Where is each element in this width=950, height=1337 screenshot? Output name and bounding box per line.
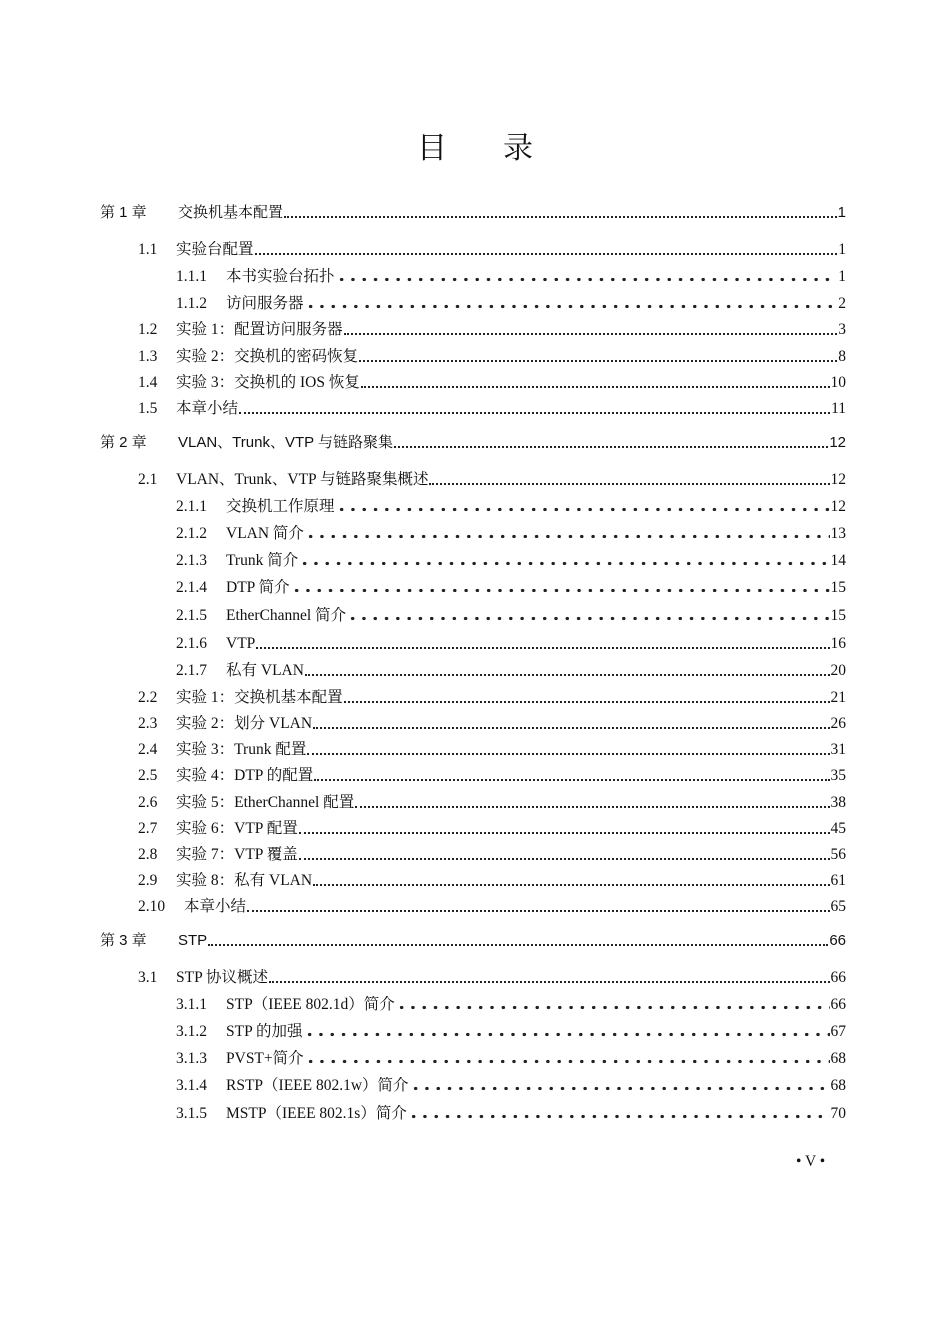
toc-entry-title: 实验 1：交换机基本配置 (176, 689, 343, 706)
toc-entry-title: 私有 VLAN (226, 662, 304, 679)
toc-leader (396, 1005, 830, 1010)
toc-entry-number: 3.1.4 (176, 1077, 207, 1094)
toc-entry-number: 2.5 (138, 767, 158, 784)
toc-entry-title: 本书实验台拓扑 (226, 268, 335, 285)
toc-page-number: 45 (830, 820, 846, 837)
toc-entry-number: 1.4 (138, 374, 158, 391)
toc-entry-number: 2.1.5 (176, 607, 207, 624)
toc-page-number: 66 (830, 969, 846, 986)
toc-page-number: 35 (830, 767, 846, 784)
toc-entry-number: 1.2 (138, 321, 158, 338)
toc-subsection-entry[interactable] (176, 634, 846, 654)
toc-leader (336, 507, 830, 512)
toc-leader (247, 908, 829, 912)
toc-section-entry[interactable] (138, 373, 846, 393)
toc-subsection-entry[interactable] (176, 267, 846, 287)
toc-page-number: 31 (830, 741, 846, 758)
toc-entry-number: 2.6 (138, 794, 158, 811)
toc-entry-title: 本章小结 (184, 898, 247, 915)
toc-page-number: 66 (830, 996, 846, 1013)
toc-entry-number: 1.1.1 (176, 268, 207, 285)
toc-entry-title: 实验 3：交换机的 IOS 恢复 (176, 374, 360, 391)
toc-leader (255, 251, 838, 255)
toc-leader (344, 331, 838, 335)
toc-entry-title: DTP 简介 (226, 579, 290, 596)
toc-page-number: 12 (830, 471, 846, 488)
toc-entry-number: 3.1 (138, 969, 158, 986)
toc-page-number: 13 (830, 525, 846, 542)
toc-section-entry[interactable] (138, 897, 846, 917)
toc-entry-title: STP 协议概述 (176, 969, 269, 986)
toc-entry-number: 2.1.4 (176, 579, 207, 596)
toc-entry-title: 实验 2：交换机的密码恢复 (176, 348, 359, 365)
toc-page-number: 1 (837, 204, 846, 221)
toc-entry-number: 3.1.1 (176, 996, 207, 1013)
toc-page-number: 68 (830, 1077, 846, 1094)
toc-leader (408, 1114, 830, 1119)
toc-entry-title: PVST+简介 (226, 1050, 304, 1067)
toc-entry-number: 2.9 (138, 872, 158, 889)
toc-entry-number: 2.1.2 (176, 525, 207, 542)
toc-leader (394, 444, 828, 448)
toc-entry-number: 1.1.2 (176, 295, 207, 312)
toc-section-entry[interactable] (138, 819, 846, 839)
toc-subsection-entry[interactable] (176, 578, 846, 598)
toc-section-entry[interactable] (138, 871, 846, 891)
toc-leader (429, 481, 829, 485)
toc-section-entry[interactable] (138, 240, 846, 260)
toc-subsection-entry[interactable] (176, 1049, 846, 1069)
toc-entry-number: 2.4 (138, 741, 158, 758)
toc-leader (355, 804, 829, 808)
toc-entry-number: 3.1.5 (176, 1105, 207, 1122)
toc-entry-title: 实验 2：划分 VLAN (176, 715, 313, 732)
toc-entry-number: 2.10 (138, 898, 166, 915)
toc-subsection-entry[interactable] (176, 661, 846, 681)
toc-page-number: 10 (830, 374, 846, 391)
toc-leader (313, 882, 829, 886)
toc-entry-number: 第 2 章 (100, 434, 147, 451)
toc-leader (359, 358, 837, 362)
toc-page-number: 14 (830, 552, 846, 569)
toc-entry-title: STP（IEEE 802.1d）简介 (226, 996, 395, 1013)
toc-subsection-entry[interactable] (176, 1076, 846, 1096)
toc-entry-number: 3.1.2 (176, 1023, 207, 1040)
toc-chapter-entry[interactable] (100, 931, 846, 951)
toc-entry-number: 2.3 (138, 715, 158, 732)
toc-entry-title: STP (178, 932, 208, 949)
toc-leader (314, 777, 829, 781)
toc-entry-number: 第 3 章 (100, 932, 147, 949)
toc-entry-title: 本章小结 (176, 400, 239, 417)
toc-leader (284, 214, 837, 218)
toc-entry-number: 2.1.3 (176, 552, 207, 569)
toc-page-number: 1 (838, 241, 846, 258)
toc-section-entry[interactable] (138, 470, 846, 490)
toc-page-number: 68 (830, 1050, 846, 1067)
toc-leader (336, 277, 838, 282)
toc-chapter-entry[interactable] (100, 203, 846, 223)
toc-leader (299, 830, 830, 834)
toc-page-number: 12 (830, 498, 846, 515)
toc-leader (344, 699, 830, 703)
toc-entry-number: 1.3 (138, 348, 158, 365)
toc-leader (361, 384, 830, 388)
toc-subsection-entry[interactable] (176, 606, 846, 626)
toc-entry-number: 2.1.7 (176, 662, 207, 679)
toc-leader (313, 725, 829, 729)
toc-subsection-entry[interactable] (176, 294, 846, 314)
toc-entry-number: 1.5 (138, 400, 158, 417)
toc-section-entry[interactable] (138, 740, 846, 760)
toc-section-entry[interactable] (138, 347, 846, 367)
toc-page-number: 67 (830, 1023, 846, 1040)
toc-leader (305, 304, 838, 309)
toc-page-number: 15 (830, 579, 846, 596)
toc-leader (307, 751, 829, 755)
page-number-footer: • V • (796, 1153, 826, 1170)
toc-entry-number: 2.8 (138, 846, 158, 863)
toc-page-number: 2 (838, 295, 846, 312)
toc-entry-title: RSTP（IEEE 802.1w）简介 (226, 1077, 409, 1094)
toc-entry-title: 实验 5：EtherChannel 配置 (176, 794, 355, 811)
toc-entry-title: Trunk 简介 (226, 552, 299, 569)
toc-section-entry[interactable] (138, 793, 846, 813)
toc-subsection-entry[interactable] (176, 524, 846, 544)
toc-entry-number: 2.1 (138, 471, 158, 488)
toc-entry-title: VLAN、Trunk、VTP 与链路聚集 (178, 434, 394, 451)
toc-entry-title: 实验 6：VTP 配置 (176, 820, 298, 837)
toc-leader (256, 645, 829, 649)
toc-leader (291, 588, 830, 593)
toc-page-number: 11 (831, 400, 846, 417)
toc-entry-title: 交换机基本配置 (178, 204, 284, 221)
toc-page-number: 12 (829, 434, 846, 451)
toc-entry-title: EtherChannel 简介 (226, 607, 347, 624)
toc-entry-title: 交换机工作原理 (226, 498, 335, 515)
toc-page-number: 16 (830, 635, 846, 652)
toc-section-entry[interactable] (138, 845, 846, 865)
toc-subsection-entry[interactable] (176, 995, 846, 1015)
toc-entry-number: 2.7 (138, 820, 158, 837)
toc-page-number: 38 (830, 794, 846, 811)
toc-leader (239, 410, 830, 414)
toc-page-number: 15 (830, 607, 846, 624)
toc-section-entry[interactable] (138, 714, 846, 734)
toc-entry-title: 实验台配置 (176, 241, 254, 258)
toc-entry-title: 访问服务器 (226, 295, 304, 312)
toc-entry-title: 实验 3：Trunk 配置 (176, 741, 307, 758)
toc-subsection-entry[interactable] (176, 1104, 846, 1124)
toc-page-number: 70 (830, 1105, 846, 1122)
toc-leader (305, 1059, 830, 1064)
toc-entry-title: STP 的加强 (226, 1023, 303, 1040)
toc-entry-number: 3.1.3 (176, 1050, 207, 1067)
toc-leader (269, 979, 829, 983)
toc-entry-title: 实验 4：DTP 的配置 (176, 767, 314, 784)
toc-leader (299, 561, 829, 566)
toc-entry-title: 实验 8：私有 VLAN (176, 872, 313, 889)
toc-page-number: 56 (830, 846, 846, 863)
toc-entry-number: 2.1.6 (176, 635, 207, 652)
toc-page-number: 8 (838, 348, 846, 365)
toc-leader (347, 616, 829, 621)
toc-page-number: 1 (838, 268, 846, 285)
toc-chapter-entry[interactable] (100, 433, 846, 453)
page-title: 目录 (417, 131, 589, 166)
toc-page-number: 20 (830, 662, 846, 679)
toc-page-number: 65 (830, 898, 846, 915)
toc-page-number: 21 (830, 689, 846, 706)
toc-page-number: 66 (829, 932, 846, 949)
toc-subsection-entry[interactable] (176, 497, 846, 517)
toc-page-number: 26 (830, 715, 846, 732)
toc-entry-title: MSTP（IEEE 802.1s）简介 (226, 1105, 407, 1122)
toc-section-entry[interactable] (138, 399, 846, 419)
toc-leader (304, 1032, 830, 1037)
toc-page-number: 61 (830, 872, 846, 889)
toc-entry-title: 实验 1：配置访问服务器 (176, 321, 343, 338)
toc-entry-title: VLAN 简介 (226, 525, 304, 542)
toc-section-entry[interactable] (138, 688, 846, 708)
toc-section-entry[interactable] (138, 968, 846, 988)
toc-leader (299, 856, 830, 860)
toc-leader (208, 942, 828, 946)
toc-subsection-entry[interactable] (176, 1022, 846, 1042)
toc-leader (305, 672, 830, 676)
toc-leader (410, 1086, 830, 1091)
toc-section-entry[interactable] (138, 320, 846, 340)
toc-entry-number: 2.2 (138, 689, 158, 706)
toc-entry-number: 1.1 (138, 241, 158, 258)
toc-entry-title: 实验 7：VTP 覆盖 (176, 846, 298, 863)
toc-entry-title: VTP (226, 635, 256, 652)
toc-page-number: 3 (838, 321, 846, 338)
toc-entry-number: 2.1.1 (176, 498, 207, 515)
toc-section-entry[interactable] (138, 766, 846, 786)
toc-subsection-entry[interactable] (176, 551, 846, 571)
toc-leader (305, 534, 830, 539)
toc-entry-title: VLAN、Trunk、VTP 与链路聚集概述 (176, 471, 429, 488)
toc-entry-number: 第 1 章 (100, 204, 147, 221)
